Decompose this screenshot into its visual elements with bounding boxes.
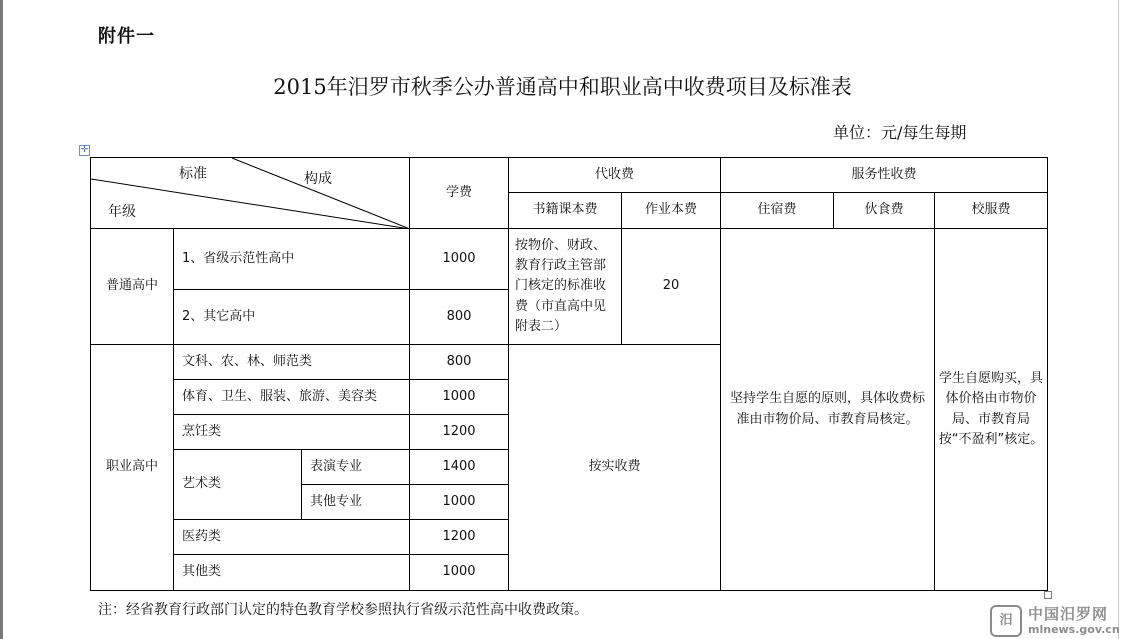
row-other-category-tuition: 1000	[410, 555, 509, 591]
header-lodging-fee: 住宿费	[721, 193, 834, 229]
row-other-category-name: 其他类	[174, 555, 410, 591]
row-cooking-tuition: 1200	[410, 415, 509, 450]
row-provincial-model-name: 1、省级示范性高中	[174, 229, 410, 290]
row-medicine-tuition: 1200	[410, 520, 509, 555]
group-vocational-high-school: 职业高中	[91, 345, 174, 591]
row-art-performance-name: 表演专业	[302, 450, 410, 485]
vocational-agent-fee: 按实收费	[509, 345, 721, 591]
row-art-name: 艺术类	[174, 450, 302, 520]
fee-standard-table	[90, 157, 1048, 591]
row-liberal-arts-tuition: 800	[410, 345, 509, 380]
row-medicine-name: 医药类	[174, 520, 410, 555]
textbook-fee-rule: 按物价、财政、教育行政主管部门核定的标准收费（市直高中见附表二）	[509, 229, 622, 345]
header-workbook-fee: 作业本费	[622, 193, 721, 229]
row-sports-health-tuition: 1000	[410, 380, 509, 415]
row-cooking-name: 烹饪类	[174, 415, 410, 450]
row-liberal-arts-name: 文科、农、林、师范类	[174, 345, 410, 380]
diagonal-header-cell	[91, 158, 410, 229]
document-title: 2015年汨罗市秋季公办普通高中和职业高中收费项目及标准表	[273, 75, 852, 99]
header-meal-fee: 伙食费	[834, 193, 935, 229]
table-move-handle-icon[interactable]: ✛	[80, 145, 89, 155]
row-other-high-name: 2、其它高中	[174, 290, 410, 345]
header-uniform-fee: 校服费	[935, 193, 1048, 229]
header-composition-label: 构成	[304, 171, 332, 187]
row-art-other-tuition: 1000	[410, 485, 509, 520]
header-service-fees: 服务性收费	[721, 158, 1048, 193]
unit-label: 单位：元/每生每期	[833, 123, 967, 142]
group-general-high-school: 普通高中	[91, 229, 174, 345]
watermark-site-name: 中国汨罗网	[1028, 605, 1109, 623]
uniform-fee-note: 学生自愿购买，具体价格由市物价局、市教育局按“不盈利”核定。	[935, 229, 1048, 591]
row-provincial-model-tuition: 1000	[410, 229, 509, 290]
table-resize-handle[interactable]	[1044, 591, 1052, 599]
header-tuition: 学费	[410, 158, 509, 229]
header-standard-label: 标准	[179, 166, 207, 182]
header-grade-label: 年级	[108, 204, 136, 220]
header-agent-fees: 代收费	[509, 158, 721, 193]
service-fee-note: 坚持学生自愿的原则，具体收费标准由市物价局、市教育局核定。	[721, 229, 935, 591]
row-art-performance-tuition: 1400	[410, 450, 509, 485]
workbook-fee-value: 20	[622, 229, 721, 345]
watermark-site-url: mlnews.gov.cn	[1028, 623, 1120, 636]
site-watermark	[990, 603, 1122, 639]
row-other-high-tuition: 800	[410, 290, 509, 345]
footnote: 注：经省教育行政部门认定的特色教育学校参照执行省级示范性高中收费政策。	[98, 602, 588, 618]
row-art-other-name: 其他专业	[302, 485, 410, 520]
site-logo-icon: 汨	[990, 605, 1022, 637]
diagonal-lines	[91, 158, 410, 229]
row-sports-health-name: 体育、卫生、服装、旅游、美容类	[174, 380, 410, 415]
attachment-label: 附件一	[98, 26, 155, 47]
header-textbook-fee: 书籍课本费	[509, 193, 622, 229]
